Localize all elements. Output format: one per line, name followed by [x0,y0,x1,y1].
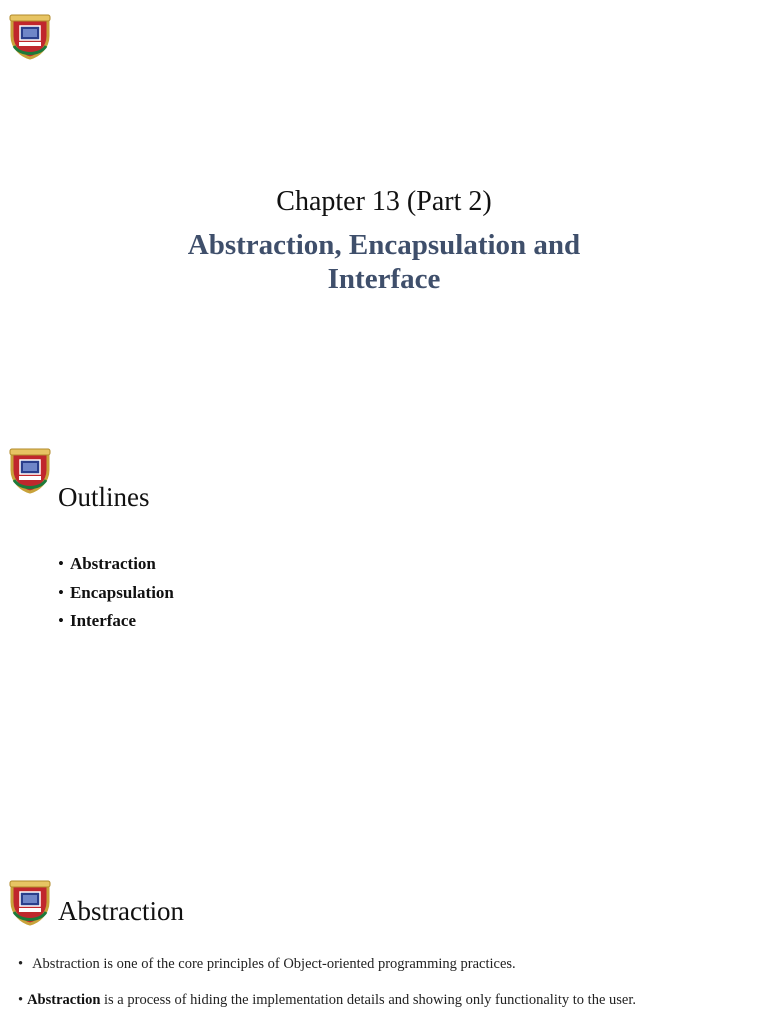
list-item: • Interface [58,607,174,636]
abstraction-slide [0,864,768,1024]
slide-heading: Abstraction [58,896,184,926]
slide-subtitle: Abstraction, Encapsulation and Interface [187,229,581,295]
outline-list [58,550,174,636]
bullet-line [18,956,516,973]
slide-heading: Outlines [58,482,150,512]
university-crest-icon [6,446,54,494]
university-crest-icon [6,878,54,926]
bullet-text: Abstraction is one of the core principles of Object-oriented programming practices. [32,956,516,972]
title-slide [0,0,768,432]
chapter-title: Chapter 13 (Part 2) [276,186,492,217]
bullet-icon: • [18,956,24,972]
bullet-line [18,992,636,1009]
bullet-icon: • [18,992,24,1008]
bullet-text: is a process of hiding the implementation details and showing only functionality to the user. [100,992,636,1008]
list-item: • Encapsulation [58,579,174,608]
list-item: • Abstraction [58,550,174,579]
bullet-term: Abstraction [27,992,101,1008]
outline-slide [0,432,768,864]
university-crest-icon [6,12,54,60]
